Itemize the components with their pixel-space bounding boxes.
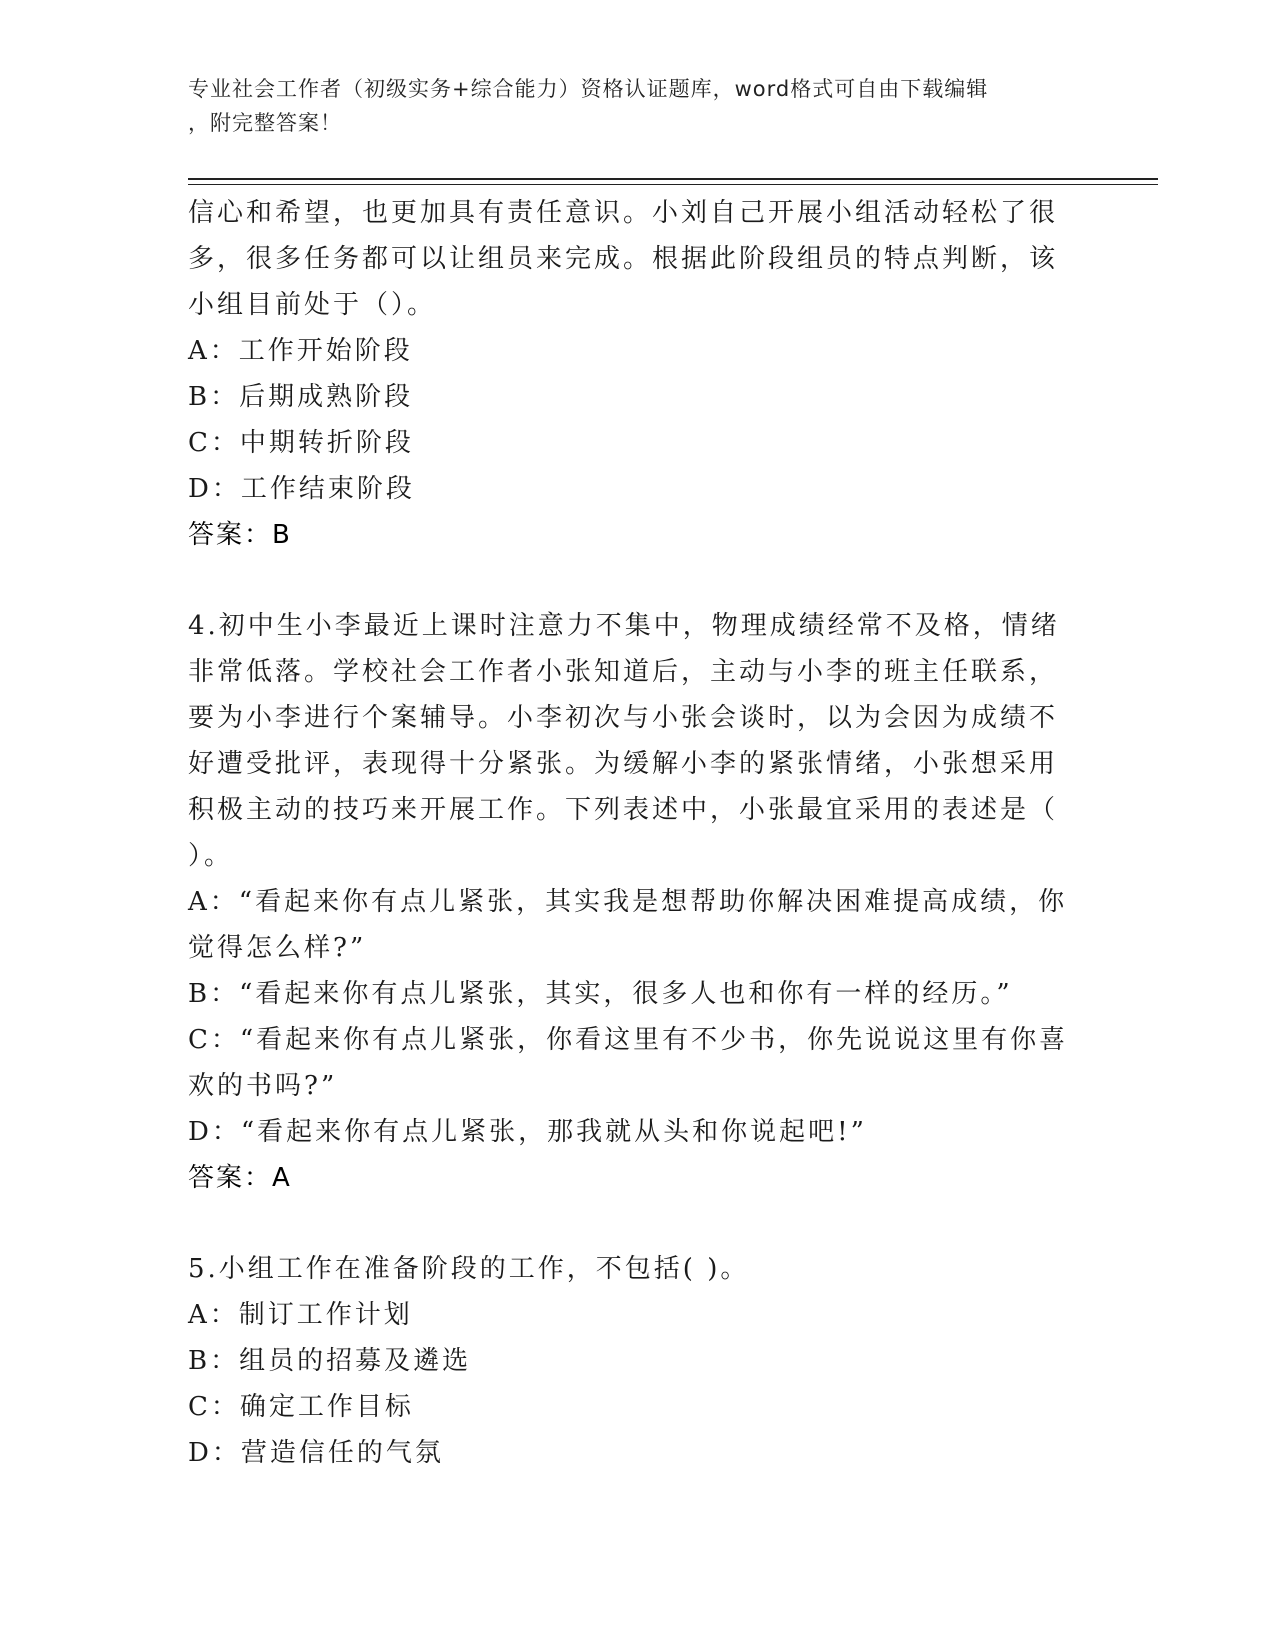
option-a-continued: 觉得怎么样?” xyxy=(188,933,367,963)
header-line: ，附完整答案！ xyxy=(188,111,342,135)
document-body xyxy=(188,190,1088,1476)
option-a: A：工作开始阶段 xyxy=(188,336,413,366)
question-3 xyxy=(188,190,1088,558)
option-d: D：营造信任的气氛 xyxy=(188,1438,444,1468)
option-a: A：“看起来你有点儿紧张，其实我是想帮助你解决困难提高成绩，你 xyxy=(188,887,1068,917)
question-stem-line: 好遭受批评，表现得十分紧张。为缓解小李的紧张情绪，小张想采用 xyxy=(188,749,1059,779)
option-b: B：“看起来你有点儿紧张，其实，很多人也和你有一样的经历。” xyxy=(188,979,1013,1009)
header-divider xyxy=(188,184,1158,185)
header-line: 专业社会工作者（初级实务+综合能力）资格认证题库，word格式可自由下载编辑 xyxy=(188,77,989,101)
option-c: C：中期转折阶段 xyxy=(188,428,414,458)
option-c: C：“看起来你有点儿紧张，你看这里有不少书，你先说说这里有你喜 xyxy=(188,1025,1069,1055)
question-stem-line: 多，很多任务都可以让组员来完成。根据此阶段组员的特点判断，该 xyxy=(188,244,1059,274)
answer-label: 答案：A xyxy=(188,1163,292,1193)
question-stem-line: ）。 xyxy=(188,841,234,871)
question-stem-line: 5.小组工作在准备阶段的工作，不包括( )。 xyxy=(188,1254,750,1284)
question-5 xyxy=(188,1246,1088,1476)
question-stem-line: 要为小李进行个案辅导。小李初次与小张会谈时，以为会因为成绩不 xyxy=(188,703,1059,733)
question-stem-line: 信心和希望，也更加具有责任意识。小刘自己开展小组活动轻松了很 xyxy=(188,198,1059,228)
question-stem-line: 4.初中生小李最近上课时注意力不集中，物理成绩经常不及格，情绪 xyxy=(188,611,1060,641)
option-d: D：“看起来你有点儿紧张，那我就从头和你说起吧!” xyxy=(188,1117,867,1147)
option-c-continued: 欢的书吗?” xyxy=(188,1071,338,1101)
question-stem-line: 积极主动的技巧来开展工作。下列表述中，小张最宜采用的表述是（ xyxy=(188,795,1059,825)
option-d: D：工作结束阶段 xyxy=(188,474,415,504)
option-b: B：后期成熟阶段 xyxy=(188,382,414,412)
question-4 xyxy=(188,603,1088,1201)
header-divider xyxy=(188,178,1158,180)
answer-label: 答案：B xyxy=(188,520,292,550)
question-stem-line: 小组目前处于（）。 xyxy=(188,290,437,320)
document-header xyxy=(188,72,1088,140)
question-stem-line: 非常低落。学校社会工作者小张知道后，主动与小李的班主任联系， xyxy=(188,657,1059,687)
option-a: A：制订工作计划 xyxy=(188,1300,413,1330)
option-b: B：组员的招募及遴选 xyxy=(188,1346,472,1376)
option-c: C：确定工作目标 xyxy=(188,1392,414,1422)
